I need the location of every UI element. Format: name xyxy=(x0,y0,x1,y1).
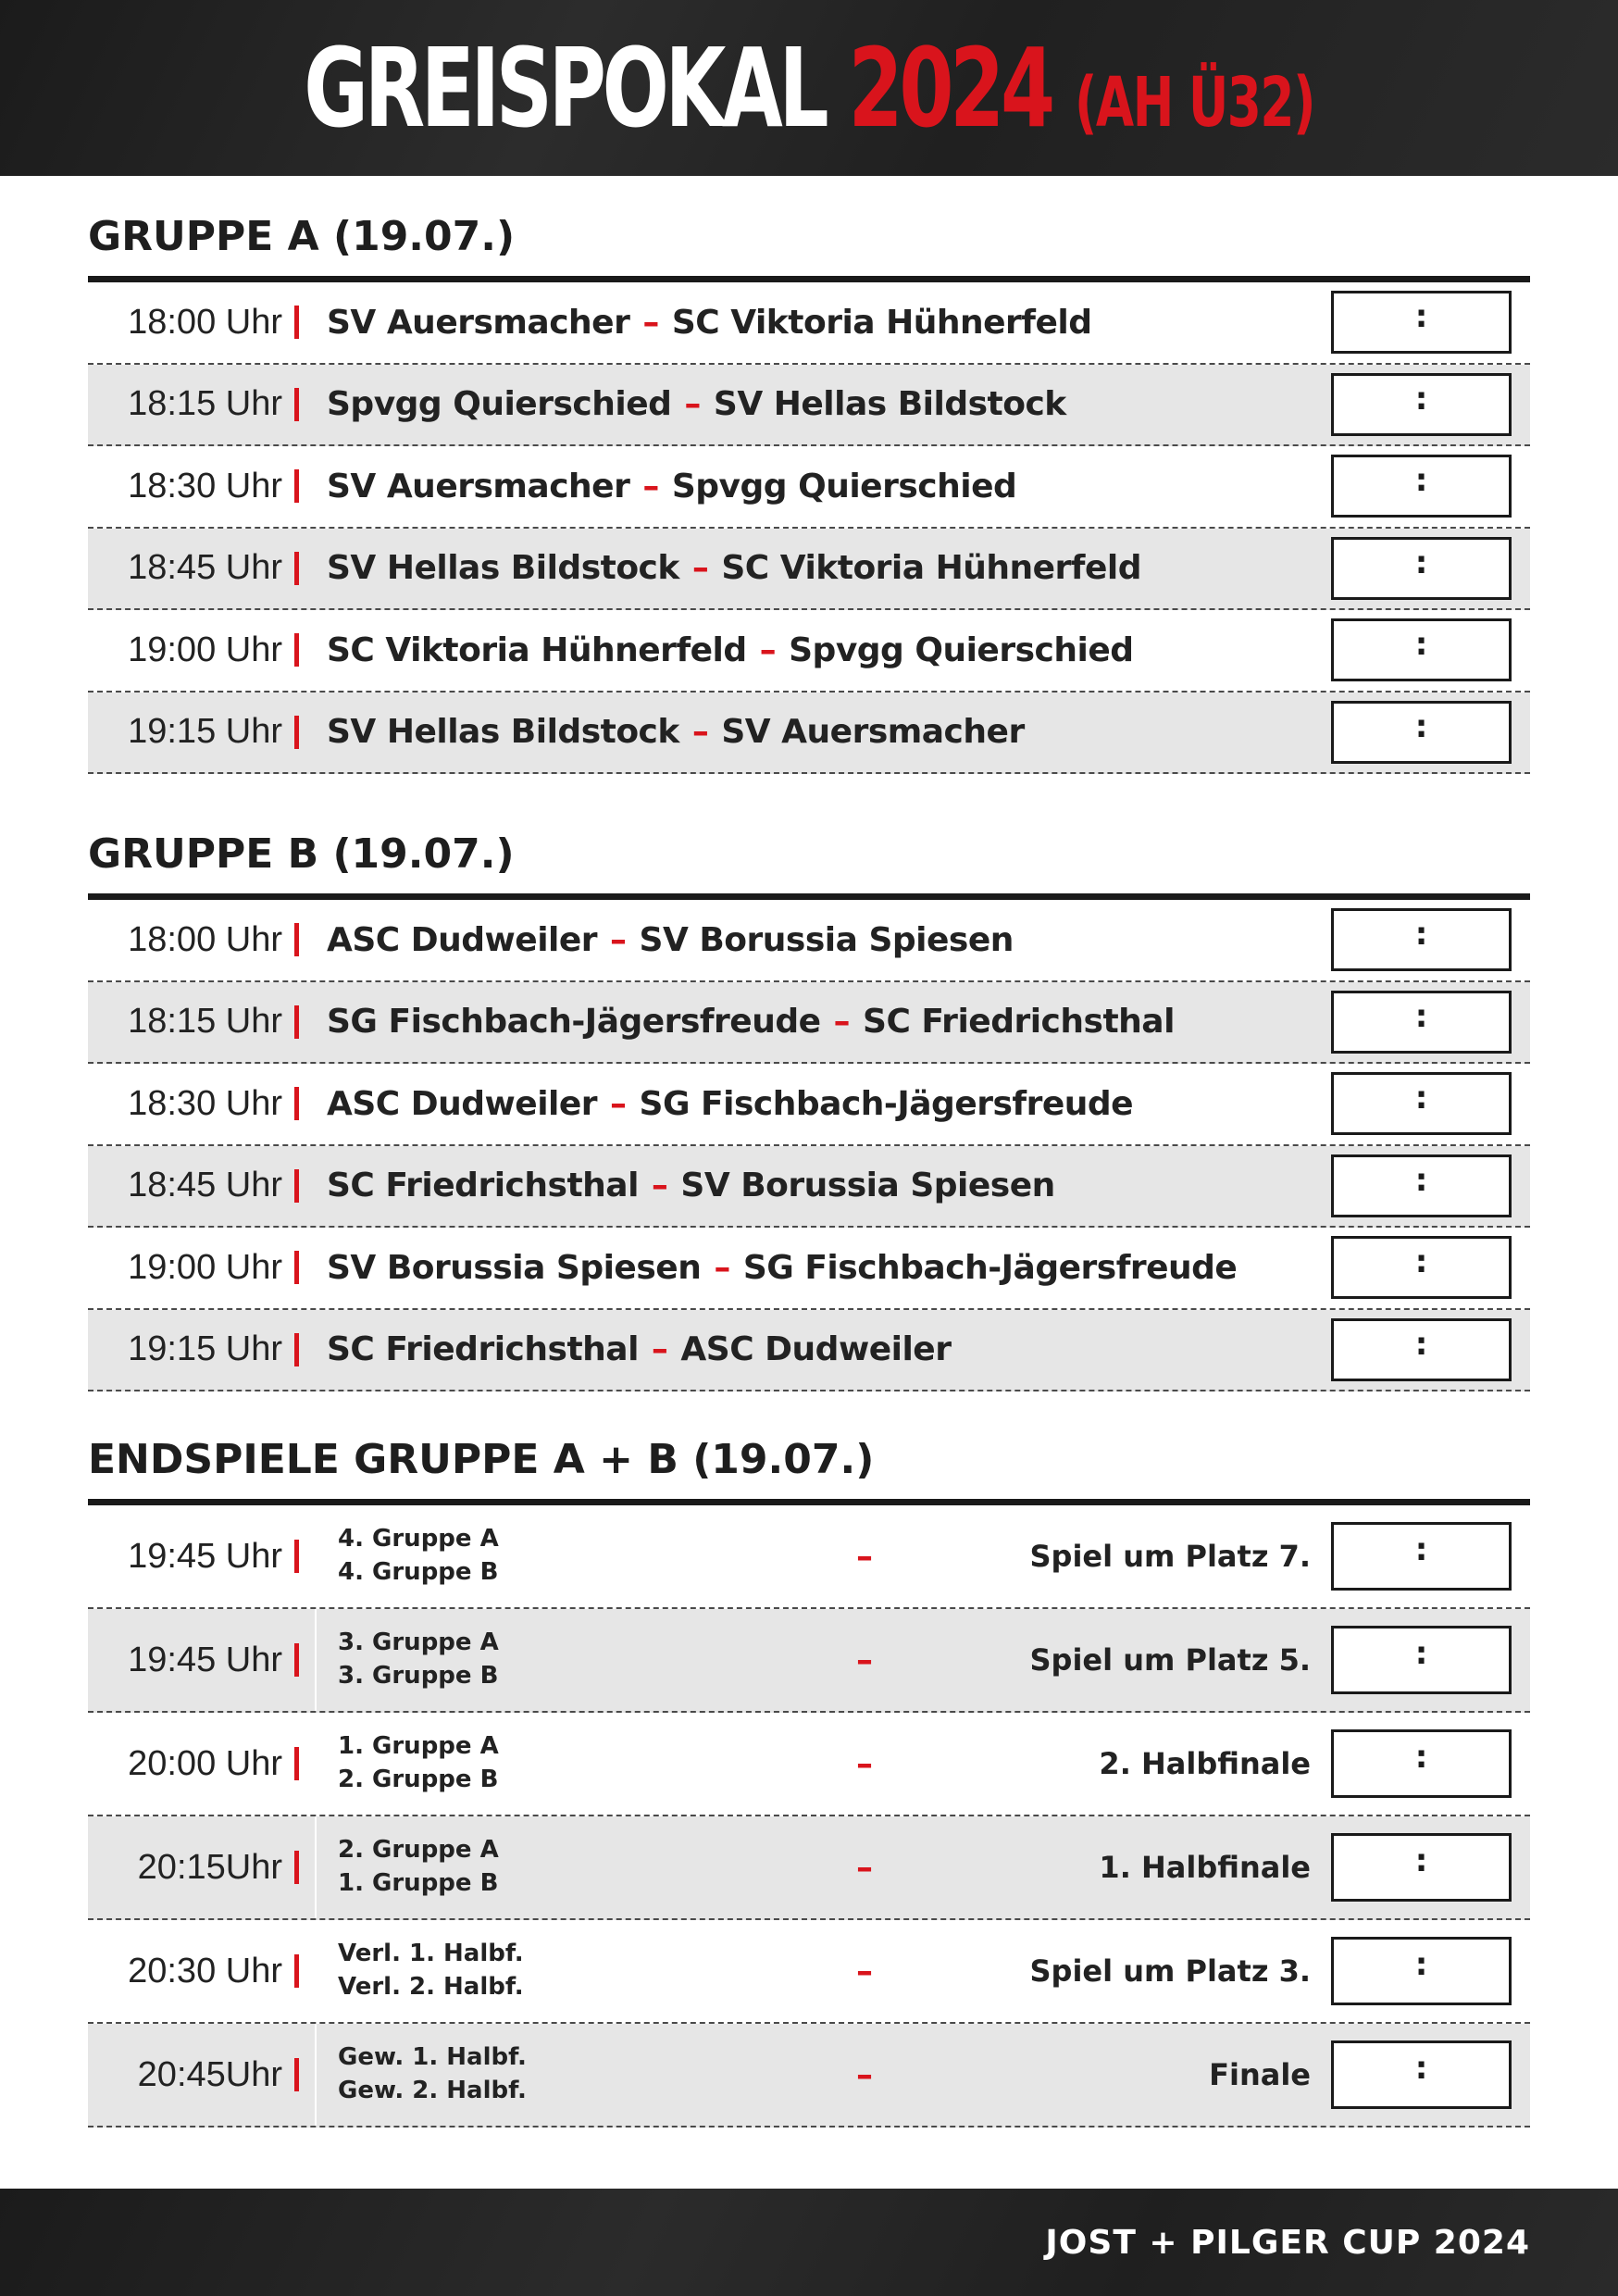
match-slots xyxy=(338,1920,524,2022)
match-slots xyxy=(338,1505,499,1607)
header-banner xyxy=(0,0,1618,176)
separator-bar xyxy=(294,1169,299,1203)
match-pairing xyxy=(327,982,1175,1063)
match-pairing xyxy=(327,1228,1237,1308)
separator-bar xyxy=(294,923,299,956)
score-box[interactable]: : xyxy=(1331,991,1512,1054)
score-box[interactable]: : xyxy=(1331,1937,1512,2005)
finals-rule xyxy=(88,1499,1530,1505)
match-pairing xyxy=(327,446,1016,527)
finals-title: ENDSPIELE GRUPPE A + B (19.07.) xyxy=(88,1436,875,1483)
score-box[interactable]: : xyxy=(1331,291,1512,354)
away-team: ASC Dudweiler xyxy=(680,1330,952,1369)
versus-dash: – xyxy=(856,2055,873,2094)
group-b-title: GRUPPE B (19.07.) xyxy=(88,830,515,878)
group-a-match-row xyxy=(88,693,1530,775)
separator-bar xyxy=(294,388,299,421)
separator-bar xyxy=(294,469,299,503)
match-time: 19:15 Uhr xyxy=(128,712,282,752)
footer-text: JOST + PILGER CUP 2024 xyxy=(1045,2223,1530,2262)
match-pairing xyxy=(327,1146,1055,1227)
slot-2: 4. Gruppe B xyxy=(338,1558,499,1586)
match-time: 20:00 Uhr xyxy=(128,1743,282,1783)
title-year: 2024 xyxy=(848,24,1052,152)
score-box[interactable]: : xyxy=(1331,1522,1512,1591)
match-time: 20:45Uhr xyxy=(137,2054,282,2094)
finals-match-row xyxy=(88,2024,1530,2128)
score-box[interactable]: : xyxy=(1331,1072,1512,1135)
match-time: 18:30 Uhr xyxy=(128,1083,282,1123)
slot-1: 3. Gruppe A xyxy=(338,1628,499,1657)
slot-2: 2. Gruppe B xyxy=(338,1766,499,1793)
score-box[interactable]: : xyxy=(1331,1154,1512,1217)
match-pairing xyxy=(327,529,1141,609)
away-team: SG Fischbach-Jägersfreude xyxy=(639,1084,1134,1123)
slot-1: 1. Gruppe A xyxy=(338,1732,499,1761)
column-separator xyxy=(315,1505,317,1607)
finals-section xyxy=(88,1432,1530,2128)
versus-dash: – xyxy=(856,1537,873,1576)
match-slots xyxy=(338,1713,499,1815)
home-team: SC Friedrichsthal xyxy=(327,1167,639,1205)
column-separator xyxy=(315,1920,317,2022)
match-time: 18:15 Uhr xyxy=(128,1002,282,1042)
versus-dash: – xyxy=(642,303,659,342)
group-a-match-row xyxy=(88,282,1530,365)
column-separator xyxy=(315,1816,317,1918)
match-slots xyxy=(338,2024,527,2126)
finals-match-row xyxy=(88,1920,1530,2024)
separator-bar xyxy=(294,633,299,667)
home-team: SV Auersmacher xyxy=(327,303,630,342)
versus-dash: – xyxy=(651,1167,668,1205)
match-pairing xyxy=(327,282,1091,363)
score-box[interactable]: : xyxy=(1331,1833,1512,1902)
separator-bar xyxy=(294,1747,299,1780)
versus-dash: – xyxy=(856,1848,873,1887)
group-a-match-row xyxy=(88,610,1530,693)
match-time: 18:15 Uhr xyxy=(128,384,282,424)
group-a-section xyxy=(88,209,1530,774)
match-time: 19:00 Uhr xyxy=(128,1247,282,1287)
match-slots xyxy=(338,1609,499,1711)
page-title xyxy=(304,24,1314,152)
group-b-match-row xyxy=(88,982,1530,1065)
separator-bar xyxy=(294,306,299,339)
match-pairing xyxy=(327,693,1025,773)
match-time: 18:45 Uhr xyxy=(128,1166,282,1205)
title-sub: (AH Ü32) xyxy=(1074,63,1314,143)
separator-bar xyxy=(294,1954,299,1988)
match-pairing xyxy=(327,1310,951,1391)
slot-2: 3. Gruppe B xyxy=(338,1662,499,1690)
match-time: 19:15 Uhr xyxy=(128,1329,282,1369)
finals-match-row xyxy=(88,1713,1530,1816)
score-box[interactable]: : xyxy=(1331,373,1512,436)
game-label: 1. Halbfinale xyxy=(1099,1850,1311,1885)
group-a-match-row xyxy=(88,529,1530,611)
group-a-title: GRUPPE A (19.07.) xyxy=(88,213,516,260)
column-separator xyxy=(315,2024,317,2126)
group-a-rule xyxy=(88,276,1530,282)
away-team: Spvgg Quierschied xyxy=(789,630,1134,669)
game-label: Spiel um Platz 7. xyxy=(1029,1539,1311,1574)
group-b-match-row xyxy=(88,1146,1530,1229)
versus-dash: – xyxy=(856,1744,873,1783)
home-team: SV Hellas Bildstock xyxy=(327,713,679,752)
home-team: SV Auersmacher xyxy=(327,467,630,505)
versus-dash: – xyxy=(691,549,709,588)
versus-dash: – xyxy=(642,467,659,505)
separator-bar xyxy=(294,1005,299,1039)
match-time: 20:30 Uhr xyxy=(128,1951,282,1990)
group-b-match-row xyxy=(88,1228,1530,1310)
home-team: ASC Dudweiler xyxy=(327,920,598,959)
versus-dash: – xyxy=(610,920,627,959)
column-separator xyxy=(315,1713,317,1815)
versus-dash: – xyxy=(856,1952,873,1990)
group-a-match-row xyxy=(88,446,1530,529)
versus-dash: – xyxy=(610,1084,627,1123)
match-pairing xyxy=(327,610,1134,691)
game-label: 2. Halbfinale xyxy=(1099,1746,1311,1781)
finals-match-row xyxy=(88,1505,1530,1609)
match-time: 19:00 Uhr xyxy=(128,630,282,669)
versus-dash: – xyxy=(684,385,701,424)
match-time: 19:45 Uhr xyxy=(128,1536,282,1576)
footer-banner xyxy=(0,2189,1618,2296)
separator-bar xyxy=(294,1251,299,1284)
away-team: Spvgg Quierschied xyxy=(671,467,1017,505)
match-pairing xyxy=(327,900,1014,980)
match-slots xyxy=(338,1816,499,1918)
game-label: Finale xyxy=(1209,2057,1311,2092)
score-box[interactable]: : xyxy=(1331,1626,1512,1694)
score-box[interactable]: : xyxy=(1331,701,1512,764)
home-team: SV Borussia Spiesen xyxy=(327,1248,702,1287)
match-time: 18:00 Uhr xyxy=(128,919,282,959)
slot-2: 1. Gruppe B xyxy=(338,1869,499,1897)
separator-bar xyxy=(294,1851,299,1884)
group-b-match-row xyxy=(88,900,1530,982)
versus-dash: – xyxy=(651,1330,668,1369)
home-team: SC Friedrichsthal xyxy=(327,1330,639,1369)
separator-bar xyxy=(294,2058,299,2091)
versus-dash: – xyxy=(856,1641,873,1679)
column-separator xyxy=(315,1609,317,1711)
away-team: SC Friedrichsthal xyxy=(863,1003,1175,1042)
match-time: 18:00 Uhr xyxy=(128,302,282,342)
slot-1: 2. Gruppe A xyxy=(338,1836,499,1865)
home-team: SC Viktoria Hühnerfeld xyxy=(327,630,747,669)
separator-bar xyxy=(294,1540,299,1573)
match-time: 18:45 Uhr xyxy=(128,548,282,588)
home-team: Spvgg Quierschied xyxy=(327,385,672,424)
away-team: SV Hellas Bildstock xyxy=(713,385,1066,424)
away-team: SV Auersmacher xyxy=(721,713,1025,752)
group-b-match-row xyxy=(88,1310,1530,1392)
title-main: GREISPOKAL xyxy=(304,24,826,152)
versus-dash: – xyxy=(759,630,777,669)
away-team: SC Viktoria Hühnerfeld xyxy=(671,303,1092,342)
away-team: SG Fischbach-Jägersfreude xyxy=(742,1248,1238,1287)
score-box[interactable]: : xyxy=(1331,618,1512,681)
game-label: Spiel um Platz 5. xyxy=(1029,1642,1311,1678)
home-team: SV Hellas Bildstock xyxy=(327,549,679,588)
group-a-match-row xyxy=(88,365,1530,447)
away-team: SV Borussia Spiesen xyxy=(680,1167,1055,1205)
score-box[interactable]: : xyxy=(1331,2040,1512,2109)
slot-2: Gew. 2. Halbf. xyxy=(338,2077,527,2104)
slot-2: Verl. 2. Halbf. xyxy=(338,1973,524,2001)
home-team: ASC Dudweiler xyxy=(327,1084,598,1123)
game-label: Spiel um Platz 3. xyxy=(1029,1953,1311,1989)
slot-1: Verl. 1. Halbf. xyxy=(338,1940,524,1968)
away-team: SV Borussia Spiesen xyxy=(639,920,1014,959)
separator-bar xyxy=(294,1643,299,1677)
finals-match-row xyxy=(88,1816,1530,1920)
finals-match-row xyxy=(88,1609,1530,1713)
match-time: 20:15Uhr xyxy=(137,1847,282,1887)
group-b-section xyxy=(88,827,1530,1391)
separator-bar xyxy=(294,1333,299,1366)
match-time: 19:45 Uhr xyxy=(128,1640,282,1679)
score-box[interactable]: : xyxy=(1331,537,1512,600)
match-time: 18:30 Uhr xyxy=(128,466,282,505)
home-team: SG Fischbach-Jägersfreude xyxy=(327,1003,821,1042)
score-box[interactable]: : xyxy=(1331,908,1512,971)
group-b-match-row xyxy=(88,1064,1530,1146)
separator-bar xyxy=(294,552,299,585)
score-box[interactable]: : xyxy=(1331,1729,1512,1798)
versus-dash: – xyxy=(714,1248,730,1287)
score-box[interactable]: : xyxy=(1331,1236,1512,1299)
slot-1: 4. Gruppe A xyxy=(338,1525,499,1554)
separator-bar xyxy=(294,1087,299,1120)
match-pairing xyxy=(327,365,1066,445)
versus-dash: – xyxy=(833,1003,851,1042)
match-pairing xyxy=(327,1064,1133,1144)
away-team: SC Viktoria Hühnerfeld xyxy=(721,549,1141,588)
group-b-rule xyxy=(88,893,1530,900)
separator-bar xyxy=(294,716,299,749)
score-box[interactable]: : xyxy=(1331,455,1512,518)
slot-1: Gew. 1. Halbf. xyxy=(338,2043,527,2072)
score-box[interactable]: : xyxy=(1331,1318,1512,1381)
versus-dash: – xyxy=(691,713,709,752)
